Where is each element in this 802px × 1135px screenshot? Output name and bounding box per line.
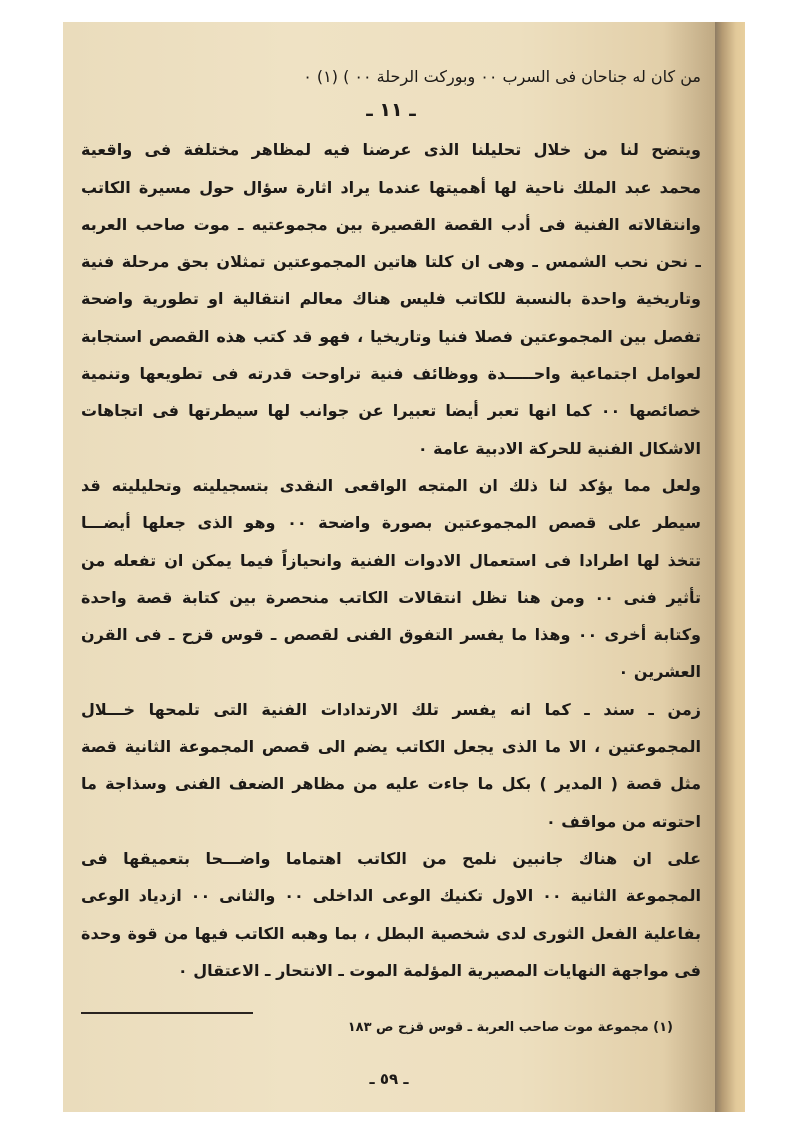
page-paper — [63, 22, 715, 1112]
text-line: زمن ـ سند ـ كما انه يفسر تلك الارتدادات الفنية التى تلمحها خـــلال — [81, 699, 701, 719]
text-line: وتاريخية واحدة بالنسبة للكاتب فليس هناك معالم انتقالية او تطورية واضحة — [81, 289, 701, 309]
page-binding-edge — [715, 22, 745, 1112]
text-line: مثل قصة ( المدير ) بكل ما جاءت عليه من مظاهر الضعف الفنى وسذاجة ما — [81, 774, 701, 794]
text-line: فى مواجهة النهايات المصيرية المؤلمة الموت ـ الانتحار ـ الاعتقال ٠ — [177, 960, 701, 980]
text-line: على ان هناك جانبين نلمح من الكاتب اهتماما واضـــحا بتعميقها فى — [81, 848, 701, 868]
text-line: ويتضح لنا من خلال تحليلنا الذى عرضنا فيه لمظاهر مختلفة فى واقعية — [81, 140, 701, 160]
top-line: من كان له جناحان فى السرب ٠٠ وبوركت الرحلة ٠٠ ) (١) ٠ — [303, 67, 701, 86]
text-line: تأثير فنى ٠٠ ومن هنا تظل انتقالات الكاتب منحصرة بين كتابة قصة واحدة — [81, 587, 701, 607]
footnote-divider — [81, 1012, 253, 1014]
text-line: تتخذ لها اطرادا فى استعمال الادوات الفنية وانحيازاً فيما يمكن ان تفعله من — [81, 550, 701, 570]
text-line: ولعل مما يؤكد لنا ذلك ان المتجه الواقعى النقدى بتسجيليته وتحليليته قد — [81, 475, 701, 495]
text-line: لعوامل اجتماعية واحـــــدة ووظائف فنية تراوحت قدرته فى تطويعها وتنمية — [81, 364, 701, 384]
body-text — [81, 58, 701, 989]
text-line: بفاعلية الفعل الثورى لدى شخصية البطل ، بما وهبه الكاتب فيها من قوة وحدة — [81, 923, 701, 943]
text-line: المجموعتين ، الا ما الذى يجعل الكاتب يضم الى قصص المجموعة الثانية قصة — [81, 737, 701, 757]
text-line: تفصل بين المجموعتين فصلا فنيا وتاريخيا ، فهو قد كتب هذه القصص استجابة — [81, 326, 701, 346]
scanned-page — [63, 22, 745, 1112]
section-marker: ـ ١١ ـ — [366, 99, 416, 122]
text-line: العشرين ٠ — [618, 662, 701, 682]
footnote: (١) مجموعة موت صاحب العربة ـ قوس قزح ص ١٨٣ — [347, 1020, 673, 1035]
text-line: المجموعة الثانية ٠٠ الاول تكنيك الوعى الداخلى ٠٠ والثانى ٠٠ ازدياد الوعى — [81, 886, 701, 906]
text-line: خصائصها ٠٠ كما انها تعبر أيضا تعبيرا عن جوانب لها سيطرتها فى اتجاهات — [81, 401, 701, 421]
text-line: وانتقالاته الفنية فى أدب القصة القصيرة بين مجموعتيه ـ موت صاحب العربه — [81, 214, 701, 234]
text-line: سيطر على قصص المجموعتين بصورة واضحة ٠٠ وهو الذى جعلها أيضـــا — [81, 513, 701, 533]
text-line: احتوته من مواقف ٠ — [545, 811, 701, 831]
text-line: وكتابة أخرى ٠٠ وهذا ما يفسر التفوق الفنى لقصص ـ قوس قزح ـ فى القرن — [81, 625, 701, 645]
text-line: ـ نحن نحب الشمس ـ وهى ان كلتا هاتين المجموعتين تمثلان بحق مرحلة فنية — [81, 252, 701, 272]
text-line: محمد عبد الملك ناحية لها أهميتها عندما يراد اثارة سؤال حول مسيرة الكاتب — [81, 177, 701, 197]
page-number: ـ ٥٩ ـ — [369, 1070, 409, 1088]
text-line: الاشكال الفنية للحركة الادبية عامة ٠ — [417, 438, 701, 458]
